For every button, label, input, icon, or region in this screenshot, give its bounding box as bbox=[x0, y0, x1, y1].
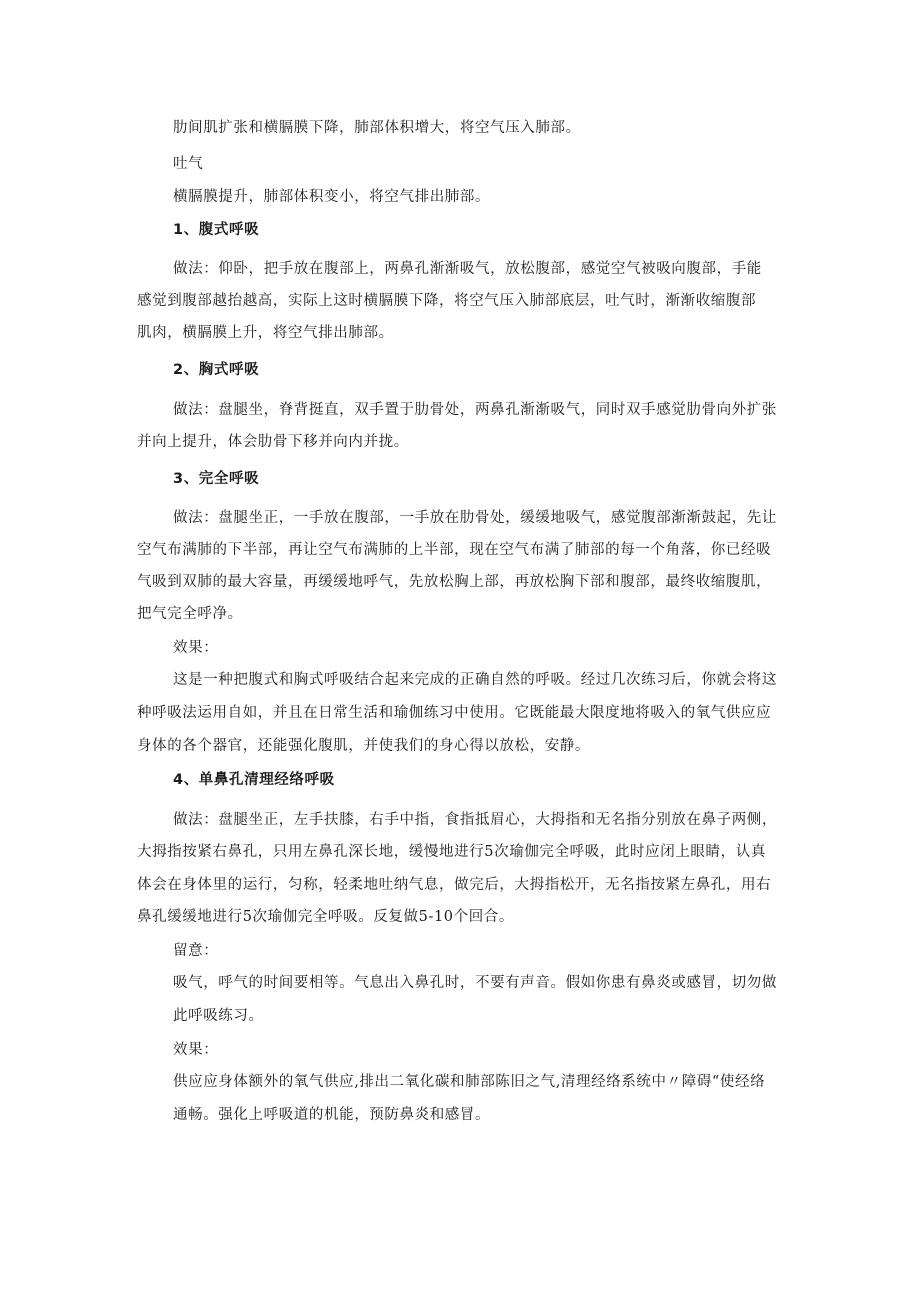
paragraph-line: 体会在身体里的运行，匀称，轻柔地吐纳气息，做完后，大拇指松开，无名指按紧左鼻孔，用右 bbox=[137, 877, 772, 893]
paragraph-line: 空气布满肺的下半部，再让空气布满肺的上半部，现在空气布满了肺部的每一个角落，你已经吸 bbox=[137, 542, 772, 558]
paragraph-line: 把气完全呼净。 bbox=[137, 606, 243, 622]
paragraph-line: 此呼吸练习。 bbox=[173, 1008, 264, 1024]
paragraph-line: 做法：盘腿坐正，左手扶膝，右手中指，食指抵眉心，大拇指和无名指分别放在鼻子两侧， bbox=[173, 812, 777, 828]
paragraph-line: 留意： bbox=[173, 943, 219, 959]
section-heading-complete-breathing: 3、完全呼吸 bbox=[173, 471, 260, 487]
paragraph-line: 感觉到腹部越抬越高，实际上这时横膈膜下降，将空气压入肺部底层，吐气时，渐渐收缩腹部 bbox=[137, 293, 757, 309]
paragraph-line: 肌肉，横膈膜上升，将空气排出肺部。 bbox=[137, 325, 394, 341]
section-heading-single-nostril-breathing: 4、单鼻孔清理经络呼吸 bbox=[173, 772, 335, 788]
section-heading-abdominal-breathing: 1、腹式呼吸 bbox=[173, 222, 260, 238]
paragraph-line: 吐气 bbox=[173, 156, 204, 172]
paragraph-line: 做法：仰卧，把手放在腹部上，两鼻孔渐渐吸气，放松腹部，感觉空气被吸向腹部，手能 bbox=[173, 261, 762, 277]
paragraph-line: 横膈膜提升，肺部体积变小，将空气排出肺部。 bbox=[173, 189, 491, 205]
paragraph-line: 这是一种把腹式和胸式呼吸结合起来完成的正确自然的呼吸。经过几次练习后，你就会将这 bbox=[173, 672, 777, 688]
paragraph-line: 吸气，呼气的时间要相等。气息出入鼻孔时，不要有声音。假如你患有鼻炎或感冒，切勿做 bbox=[173, 975, 777, 991]
paragraph-line: 鼻孔缓缓地进行5次瑜伽完全呼吸。反复做5-10个回合。 bbox=[137, 909, 514, 925]
paragraph-line: 通畅。强化上呼吸道的机能，预防鼻炎和感冒。 bbox=[173, 1107, 491, 1123]
paragraph-line: 种呼吸法运用自如，并且在日常生活和瑜伽练习中使用。它既能最大限度地将吸入的氧气供应应 bbox=[137, 705, 772, 721]
paragraph-line: 身体的各个器官，还能强化腹肌，并使我们的身心得以放松，安静。 bbox=[137, 738, 590, 754]
section-heading-chest-breathing: 2、胸式呼吸 bbox=[173, 362, 260, 378]
paragraph-line: 效果： bbox=[173, 1042, 219, 1058]
paragraph-line: 做法：盘腿坐正，一手放在腹部，一手放在肋骨处，缓缓地吸气，感觉腹部渐渐鼓起，先让 bbox=[173, 510, 777, 526]
paragraph-line: 气吸到双肺的最大容量，再缓缓地呼气，先放松胸上部，再放松胸下部和腹部，最终收缩腹肌， bbox=[137, 574, 772, 590]
paragraph-line: 并向上提升，体会肋骨下移并向内并拢。 bbox=[137, 434, 409, 450]
paragraph-line: 供应应身体额外的氧气供应,排出二氧化碳和肺部陈旧之气,清理经络系统中〃障碍“使经络 bbox=[173, 1074, 766, 1090]
paragraph-line: 效果： bbox=[173, 640, 219, 656]
paragraph-line: 肋间肌扩张和横膈膜下降，肺部体积增大，将空气压入肺部。 bbox=[173, 120, 581, 136]
paragraph-line: 做法：盘腿坐，脊背挺直，双手置于肋骨处，两鼻孔渐渐吸气，同时双手感觉肋骨向外扩张 bbox=[173, 402, 777, 418]
paragraph-line: 大拇指按紧右鼻孔，只用左鼻孔深长地，缓慢地进行5次瑜伽完全呼吸，此时应闭上眼睛，认真 bbox=[137, 844, 766, 860]
